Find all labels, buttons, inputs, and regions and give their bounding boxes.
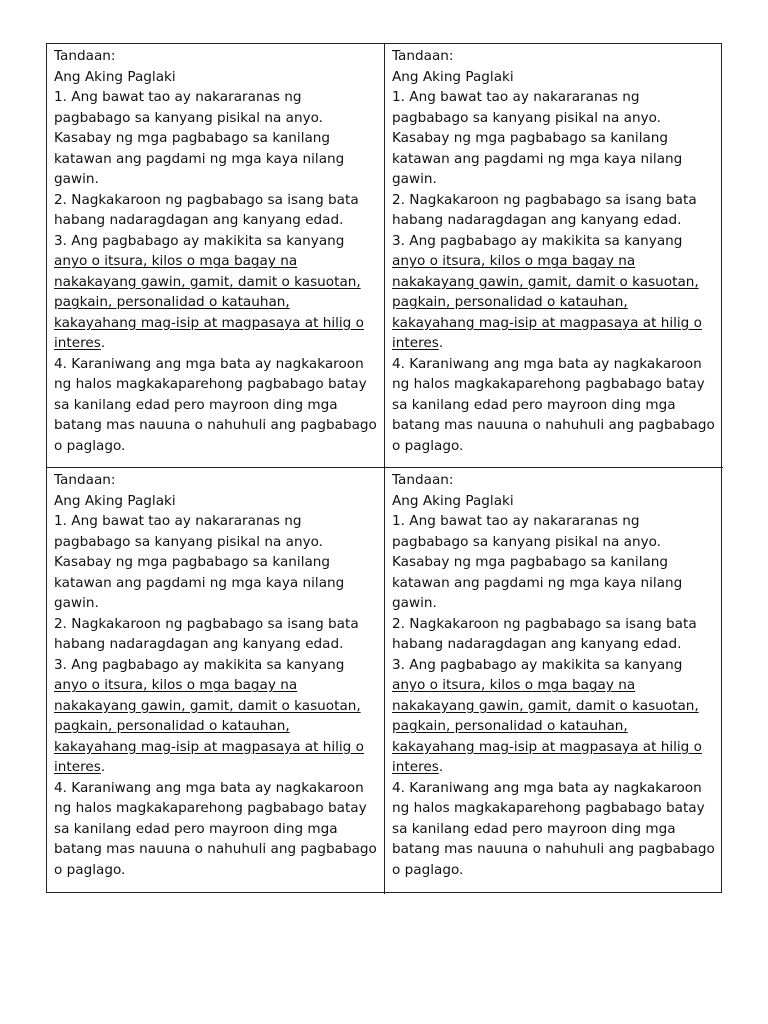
card-text-line <box>54 149 378 170</box>
underlined-text: anyo o itsura, kilos o mga bagay na <box>392 677 636 693</box>
card-text-line <box>392 251 717 272</box>
card-heading <box>54 470 378 491</box>
text-segment: sa kanilang edad pero mayroon ding mga <box>392 820 676 837</box>
card-text-line <box>54 333 378 354</box>
text-segment: batang mas nauuna o nahuhuli ang pagbabago <box>392 841 715 857</box>
card-text-line <box>54 696 378 717</box>
card-text-line <box>392 655 717 676</box>
text-segment: katawan ang pagdami ng mga kaya nilang <box>392 150 683 167</box>
text-segment: 2. Nagkakaroon ng pagbabago sa isang bata <box>54 615 359 632</box>
text-segment: Ang Aking Paglaki <box>54 68 176 85</box>
reminder-card <box>47 44 385 468</box>
underlined-text: anyo o itsura, kilos o mga bagay na <box>54 677 298 693</box>
underlined-text: anyo o itsura, kilos o mga bagay na <box>54 253 298 269</box>
text-segment: ng halos magkakaparehong pagbabago batay <box>392 376 705 392</box>
card-text-line <box>392 716 717 737</box>
text-segment: 1. Ang bawat tao ay nakararanas ng <box>54 513 302 529</box>
card-text-line <box>392 272 717 293</box>
text-segment: pagbabago sa kanyang pisikal na anyo. <box>54 533 324 550</box>
underlined-text: anyo o itsura, kilos o mga bagay na <box>392 253 636 269</box>
text-segment: habang nadaragdagan ang kanyang edad. <box>392 212 682 228</box>
card-title <box>54 491 378 512</box>
card-text-line <box>392 860 717 881</box>
text-segment: batang mas nauuna o nahuhuli ang pagbabago <box>54 417 377 433</box>
text-segment: gawin. <box>54 171 99 187</box>
text-segment: ng halos magkakaparehong pagbabago batay <box>392 800 705 816</box>
underlined-text: kakayahang mag-isip at magpasaya at hilig o <box>54 738 364 755</box>
text-suffix: . <box>100 759 106 775</box>
card-text-line <box>392 169 717 190</box>
card-text-line <box>54 552 378 573</box>
card-text-line <box>392 798 717 819</box>
card-text-line <box>54 169 378 190</box>
text-segment: Tandaan: <box>392 472 454 488</box>
text-segment: sa kanilang edad pero mayroon ding mga <box>392 396 676 413</box>
text-segment: o paglago. <box>392 861 464 878</box>
text-segment: Kasabay ng mga pagbabago sa kanilang <box>392 554 669 570</box>
underlined-text: nakakayang gawin, gamit, damit o kasuotan, <box>392 273 699 290</box>
card-text-line <box>54 614 378 635</box>
underlined-text: pagkain, personalidad o katauhan, <box>54 294 290 310</box>
underlined-text: kakayahang mag-isip at magpasaya at hilig o <box>392 738 702 755</box>
text-segment: 4. Karaniwang ang mga bata ay nagkakaroon <box>392 355 702 372</box>
card-grid <box>46 43 722 893</box>
card-text-line <box>54 573 378 594</box>
text-segment: batang mas nauuna o nahuhuli ang pagbabago <box>392 417 715 433</box>
underlined-text: pagkain, personalidad o katauhan, <box>392 718 628 734</box>
text-segment: ng halos magkakaparehong pagbabago batay <box>54 800 367 816</box>
card-text-line <box>54 593 378 614</box>
card-text-line <box>54 210 378 231</box>
text-segment: habang nadaragdagan ang kanyang edad. <box>392 636 682 652</box>
text-segment: Kasabay ng mga pagbabago sa kanilang <box>392 130 669 146</box>
underlined-text: interes <box>54 335 101 351</box>
card-text-line <box>54 354 378 375</box>
card-text-line <box>54 87 378 108</box>
reminder-card <box>385 44 723 468</box>
text-segment: katawan ang pagdami ng mga kaya nilang <box>54 150 345 167</box>
text-segment: pagbabago sa kanyang pisikal na anyo. <box>54 109 324 126</box>
text-segment: ng halos magkakaparehong pagbabago batay <box>54 376 367 392</box>
reminder-card <box>385 468 723 894</box>
text-segment: Kasabay ng mga pagbabago sa kanilang <box>54 130 331 146</box>
card-text-line <box>392 128 717 149</box>
text-segment: 1. Ang bawat tao ay nakararanas ng <box>392 513 640 529</box>
card-text-line <box>392 231 717 252</box>
card-text-line <box>392 313 717 334</box>
text-segment: 4. Karaniwang ang mga bata ay nagkakaroon <box>392 779 702 796</box>
text-segment: katawan ang pagdami ng mga kaya nilang <box>392 574 683 591</box>
underlined-text: kakayahang mag-isip at magpasaya at hilig o <box>392 314 702 331</box>
card-text-line <box>54 675 378 696</box>
underlined-text: kakayahang mag-isip at magpasaya at hilig o <box>54 314 364 331</box>
text-segment: Ang Aking Paglaki <box>392 492 514 509</box>
text-suffix: . <box>438 335 444 351</box>
card-text-line <box>54 415 378 436</box>
text-segment: Ang Aking Paglaki <box>392 68 514 85</box>
text-segment: sa kanilang edad pero mayroon ding mga <box>54 396 338 413</box>
card-text-line <box>392 532 717 553</box>
card-heading <box>392 46 717 67</box>
card-text-line <box>392 757 717 778</box>
card-text-line <box>392 573 717 594</box>
card-text-line <box>392 614 717 635</box>
underlined-text: pagkain, personalidad o katauhan, <box>392 294 628 310</box>
card-text-line <box>392 395 717 416</box>
card-heading <box>392 470 717 491</box>
card-title <box>392 67 717 88</box>
card-heading <box>54 46 378 67</box>
text-segment: 1. Ang bawat tao ay nakararanas ng <box>392 89 640 105</box>
card-text-line <box>392 839 717 860</box>
text-segment: 3. Ang pagbabago ay makikita sa kanyang <box>54 656 345 673</box>
card-text-line <box>54 374 378 395</box>
text-segment: pagbabago sa kanyang pisikal na anyo. <box>392 533 662 550</box>
text-segment: gawin. <box>392 595 437 611</box>
card-text-line <box>392 210 717 231</box>
text-suffix: . <box>100 335 106 351</box>
text-segment: 1. Ang bawat tao ay nakararanas ng <box>54 89 302 105</box>
card-text-line <box>392 354 717 375</box>
card-text-line <box>54 655 378 676</box>
card-title <box>54 67 378 88</box>
text-segment: 4. Karaniwang ang mga bata ay nagkakaroon <box>54 355 364 372</box>
card-text-line <box>54 436 378 457</box>
card-text-line <box>392 634 717 655</box>
card-text-line <box>54 292 378 313</box>
card-text-line <box>54 128 378 149</box>
card-text-line <box>54 313 378 334</box>
card-text-line <box>392 190 717 211</box>
text-segment: 4. Karaniwang ang mga bata ay nagkakaroon <box>54 779 364 796</box>
card-text-line <box>54 511 378 532</box>
underlined-text: nakakayang gawin, gamit, damit o kasuotan, <box>54 697 361 714</box>
text-segment: habang nadaragdagan ang kanyang edad. <box>54 212 344 228</box>
card-text-line <box>54 231 378 252</box>
card-text-line <box>54 251 378 272</box>
text-segment: o paglago. <box>392 437 464 454</box>
card-text-line <box>392 778 717 799</box>
text-segment: 3. Ang pagbabago ay makikita sa kanyang <box>392 656 683 673</box>
text-segment: 2. Nagkakaroon ng pagbabago sa isang bata <box>392 191 697 208</box>
text-suffix: . <box>438 759 444 775</box>
text-segment: sa kanilang edad pero mayroon ding mga <box>54 820 338 837</box>
text-segment: gawin. <box>54 595 99 611</box>
text-segment: habang nadaragdagan ang kanyang edad. <box>54 636 344 652</box>
underlined-text: interes <box>392 759 439 775</box>
reminder-card <box>47 468 385 894</box>
text-segment: Kasabay ng mga pagbabago sa kanilang <box>54 554 331 570</box>
card-text-line <box>392 696 717 717</box>
text-segment: 3. Ang pagbabago ay makikita sa kanyang <box>392 232 683 249</box>
card-text-line <box>392 593 717 614</box>
card-text-line <box>392 819 717 840</box>
card-text-line <box>392 552 717 573</box>
text-segment: 3. Ang pagbabago ay makikita sa kanyang <box>54 232 345 249</box>
text-segment: Tandaan: <box>392 48 454 64</box>
card-text-line <box>54 798 378 819</box>
card-text-line <box>392 374 717 395</box>
underlined-text: interes <box>54 759 101 775</box>
underlined-text: nakakayang gawin, gamit, damit o kasuotan, <box>392 697 699 714</box>
card-text-line <box>54 716 378 737</box>
card-text-line <box>54 532 378 553</box>
underlined-text: interes <box>392 335 439 351</box>
text-segment: katawan ang pagdami ng mga kaya nilang <box>54 574 345 591</box>
card-text-line <box>54 737 378 758</box>
text-segment: 2. Nagkakaroon ng pagbabago sa isang bata <box>54 191 359 208</box>
card-text-line <box>392 333 717 354</box>
card-text-line <box>54 108 378 129</box>
card-text-line <box>392 436 717 457</box>
card-text-line <box>54 395 378 416</box>
card-text-line <box>54 778 378 799</box>
card-text-line <box>54 190 378 211</box>
text-segment: o paglago. <box>54 437 126 454</box>
text-segment: 2. Nagkakaroon ng pagbabago sa isang bata <box>392 615 697 632</box>
card-text-line <box>54 860 378 881</box>
card-text-line <box>54 819 378 840</box>
card-text-line <box>54 634 378 655</box>
card-text-line <box>392 149 717 170</box>
card-title <box>392 491 717 512</box>
card-text-line <box>392 737 717 758</box>
card-text-line <box>392 87 717 108</box>
card-text-line <box>392 511 717 532</box>
card-text-line <box>392 675 717 696</box>
text-segment: o paglago. <box>54 861 126 878</box>
underlined-text: pagkain, personalidad o katauhan, <box>54 718 290 734</box>
text-segment: batang mas nauuna o nahuhuli ang pagbabago <box>54 841 377 857</box>
card-text-line <box>54 839 378 860</box>
card-text-line <box>392 292 717 313</box>
card-text-line <box>54 272 378 293</box>
text-segment: Tandaan: <box>54 472 116 488</box>
card-text-line <box>392 415 717 436</box>
text-segment: gawin. <box>392 171 437 187</box>
underlined-text: nakakayang gawin, gamit, damit o kasuotan, <box>54 273 361 290</box>
card-text-line <box>54 757 378 778</box>
text-segment: pagbabago sa kanyang pisikal na anyo. <box>392 109 662 126</box>
text-segment: Ang Aking Paglaki <box>54 492 176 509</box>
text-segment: Tandaan: <box>54 48 116 64</box>
card-text-line <box>392 108 717 129</box>
